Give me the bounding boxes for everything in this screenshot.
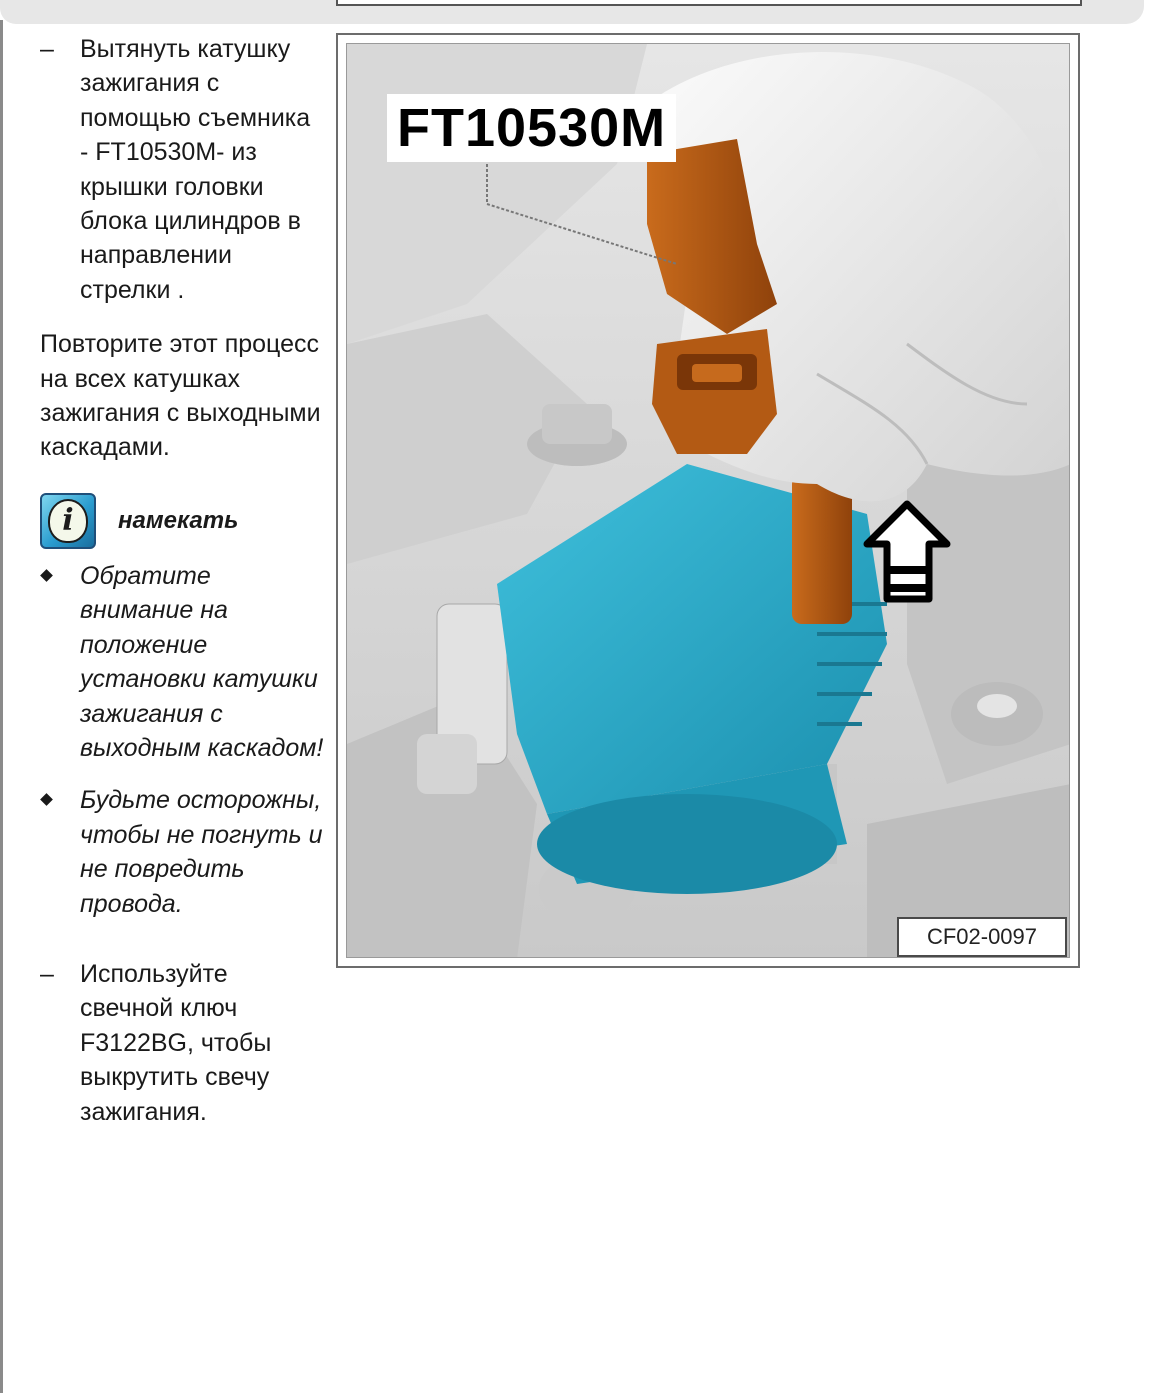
step-pull-coil [40, 32, 325, 307]
note-title: намекать [118, 506, 239, 534]
note-bullets [40, 559, 325, 921]
note-bullet [40, 783, 325, 921]
step-remove-spark-plug [40, 957, 325, 1129]
tool-label: FT10530M [387, 94, 676, 162]
figure-illustration [346, 43, 1070, 958]
step-text: Используйте свечной ключ F3122BG, чтобы выкрутить свечу зажигания. [80, 959, 272, 1126]
info-glyph: i [48, 499, 88, 543]
left-margin-rule [0, 20, 3, 1393]
note-header [40, 491, 325, 551]
engine-illustration [347, 44, 1070, 958]
figure-code: CF02-0097 [897, 917, 1067, 957]
instruction-text-column [40, 32, 325, 1129]
step-marker: – [40, 959, 54, 988]
repeat-paragraph: Повторите этот процесс на всех катушках зажигания с выходными каскадами. [40, 330, 321, 462]
note-bullet [40, 559, 325, 765]
diamond-bullet-icon [40, 569, 53, 582]
previous-figure-frame [336, 0, 1082, 6]
ignition-coil-figure [336, 33, 1080, 968]
step-marker: – [40, 35, 54, 63]
note-bullet-text: Обратите внимание на положение установки катушки зажигания с выходным каскадом! [80, 561, 324, 762]
step-text: Вытянуть катушку зажигания с помощью съемника - FT10530M- из крышки головки блока цилиндров в направлении стрелки . [80, 35, 311, 304]
info-icon [40, 493, 96, 549]
diamond-bullet-icon [40, 793, 53, 806]
previous-section-banner [0, 0, 1144, 24]
note-bullet-text: Будьте осторожны, чтобы не погнуть и не повредить провода. [80, 786, 323, 918]
